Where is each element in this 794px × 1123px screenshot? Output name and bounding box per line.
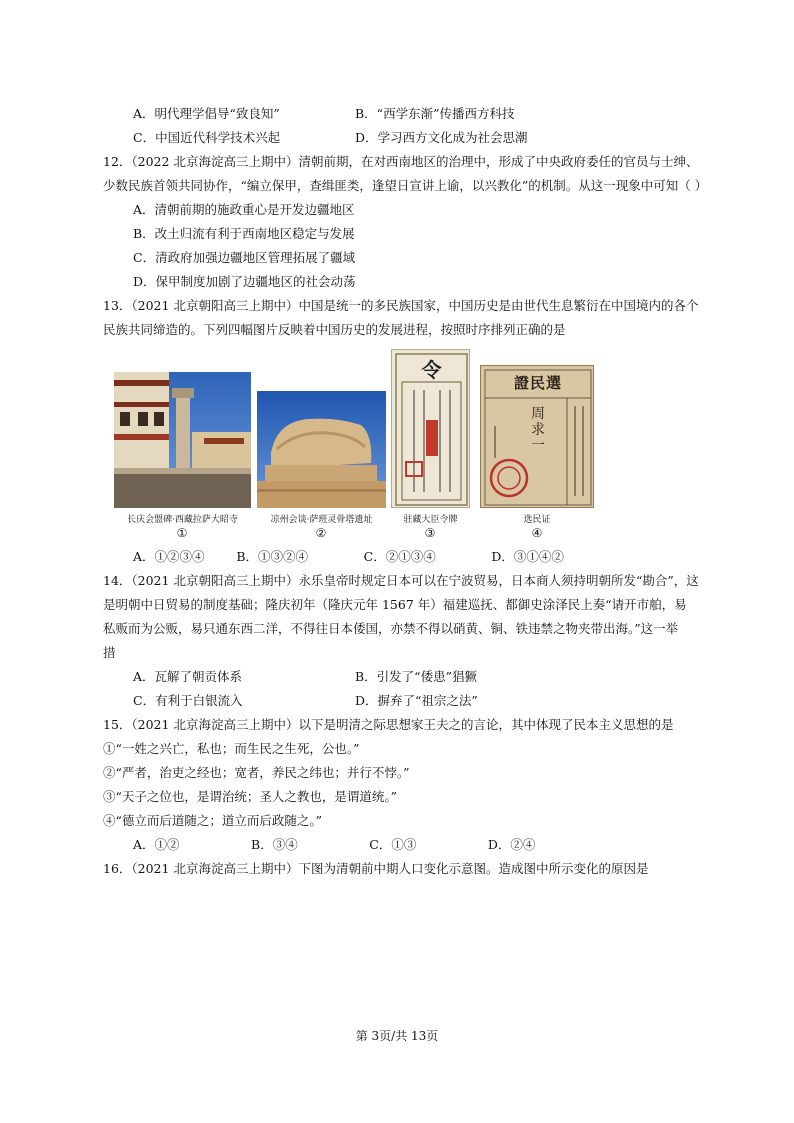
- q14-stem-line-1: 14．（2021 北京朝阳高三上期中）永乐皇帝时规定日本可以在宁波贸易，日本商人须持明朝所发“勘合”，这: [103, 573, 699, 588]
- image-caption-2: 凉州会谈·萨班灵骨塔遗址: [270, 515, 373, 525]
- q13-stem-line-2: 民族共同缔造的。下列四幅图片反映着中国历史的发展进程，按照时序排列正确的是: [103, 322, 566, 337]
- q14-option-a: A．瓦解了朝贡体系: [133, 669, 243, 684]
- image-caption-4: 选民证: [523, 515, 551, 525]
- photo-tang-tibet-stele: [114, 372, 251, 508]
- q12-option-b: B．改土归流有利于西南地区稳定与发展: [133, 226, 355, 241]
- amban-token-heading: 令: [421, 358, 442, 382]
- image-caption-3: 驻藏大臣令牌: [403, 515, 458, 525]
- q12-stem-line-1: 12．（2022 北京海淀高三上期中）清朝前期，在对西南地区的治理中，形成了中央政府委任的官员与士绅、: [103, 154, 699, 169]
- page-footer: 第 3页/共 13页: [355, 1029, 439, 1043]
- q14-option-c: C．有利于白银流入: [133, 693, 243, 708]
- q14-stem-line-3: 私贩而为公贩，易只通东西二洋，不得往日本倭国，亦禁不得以硝黄、铜、铁违禁之物夹带出海。”这一举: [103, 621, 679, 636]
- q15-statement-2: ②“严者，治吏之经也；宽者，养民之纬也；并行不悖。”: [103, 765, 410, 780]
- image-caption-1: 长庆会盟碑·西藏拉萨大昭寺: [127, 515, 238, 525]
- q11-option-d: D．学习西方文化成为社会思潮: [355, 130, 528, 145]
- photo-liangzhou-stupa-ruins: [257, 391, 386, 508]
- photo-amban-token: [391, 349, 470, 508]
- image-number-3: ③: [424, 526, 436, 540]
- q14-stem-line-4: 措: [103, 645, 116, 660]
- photo-voter-certificate: [480, 365, 594, 508]
- q13-options: A．①②③④ B．①③②④ C．②①③④ D．③①④②: [133, 549, 564, 564]
- q15-statement-4: ④“德立而后道随之；道立而后政随之。”: [103, 813, 323, 828]
- q12-option-d: D．保甲制度加剧了边疆地区的社会动荡: [133, 274, 356, 289]
- q13-stem-line-1: 13．（2021 北京朝阳高三上期中）中国是统一的多民族国家，中国历史是由世代生息繁衍在中国境内的各个: [103, 298, 699, 313]
- q15-stem: 15．（2021 北京海淀高三上期中）以下是明清之际思想家王夫之的言论，其中体现了民本主义思想的是: [103, 717, 674, 732]
- q14-option-d: D．摒弃了“祖宗之法”: [355, 693, 478, 708]
- q14-stem-line-2: 是明朝中日贸易的制度基础；隆庆初年（隆庆元年 1567 年）福建巡抚、都御史涂泽民上奏“请开市舶，易: [103, 597, 687, 612]
- q15-options: A．①② B．③④ C．①③ D．②④: [133, 837, 536, 852]
- voter-certificate-title: 證民選: [513, 374, 562, 392]
- q15-statement-1: ①“一姓之兴亡，私也；而生民之生死，公也。”: [103, 741, 360, 756]
- q11-option-c: C．中国近代科学技术兴起: [133, 130, 281, 145]
- q12-option-a: A．清朝前期的施政重心是开发边疆地区: [133, 202, 355, 217]
- q14-option-b: B．引发了“倭患”猖獗: [355, 669, 477, 684]
- q15-statement-3: ③“天子之位也，是谓治统；圣人之教也，是谓道统。”: [103, 789, 398, 804]
- q16-stem: 16．（2021 北京海淀高三上期中）下图为清朝前中期人口变化示意图。造成图中所示变化的原因是: [103, 861, 649, 876]
- image-number-4: ④: [531, 526, 543, 540]
- q11-option-a: A．明代理学倡导“致良知”: [133, 106, 280, 121]
- image-number-2: ②: [315, 526, 327, 540]
- q11-option-b: B．“西学东渐”传播西方科技: [355, 106, 515, 121]
- image-number-1: ①: [176, 526, 188, 540]
- q12-stem-line-2: 少数民族首领共同协作，“编立保甲，查缉匪类，逢望日宣讲上谕，以兴教化”的机制。从这一现象中可知（ ）: [103, 178, 708, 193]
- voter-certificate-name: 周求一: [531, 406, 545, 454]
- q12-option-c: C．清政府加强边疆地区管理拓展了疆域: [133, 250, 356, 265]
